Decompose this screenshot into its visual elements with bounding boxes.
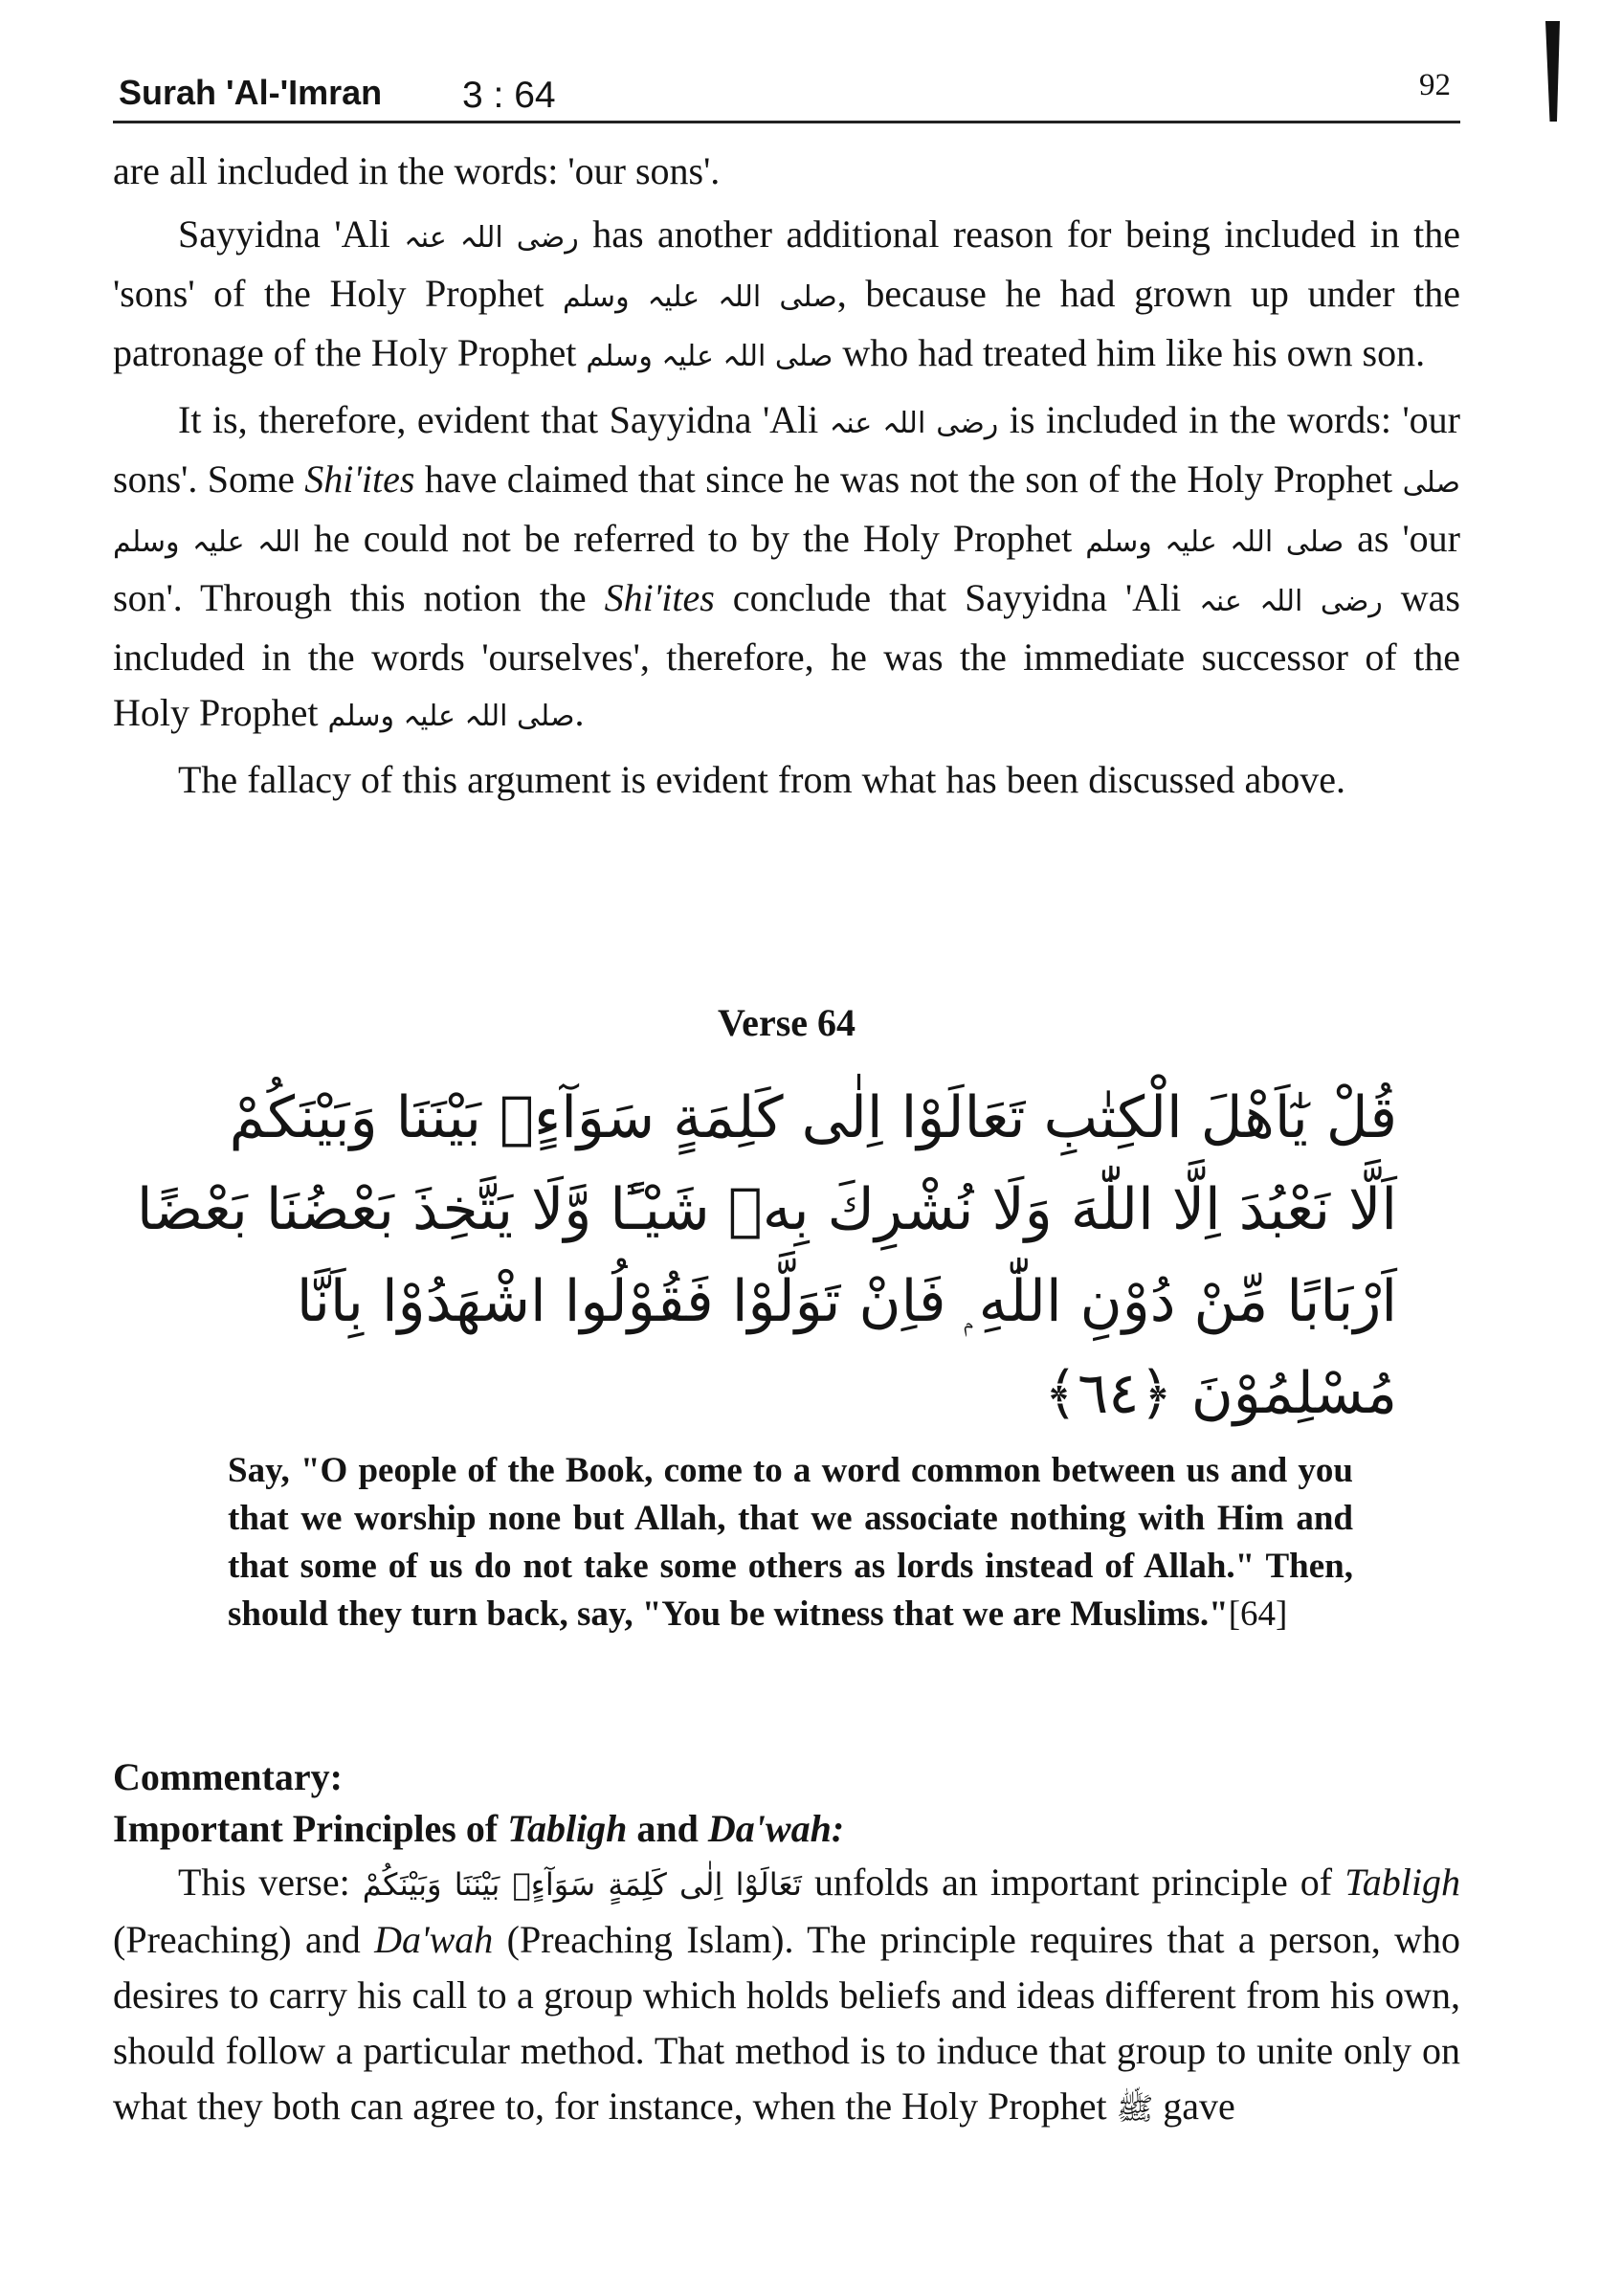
honorific-prophet: صلی اللہ علیہ وسلم [113, 466, 1460, 559]
honorific-prophet: صلی اللہ علیہ وسلم [586, 340, 833, 373]
paragraph-2: Sayyidna 'Ali رضی اللہ عنہ has another additional reason for being included in the 'sons' of the Holy Prophet صلی اللہ علیہ وسلم, because he had grown up under the patronage of the Holy Prophet صلی اللہ علیہ وسلم who had treated him like his own son. [113, 212, 1461, 374]
verse-number: [64] [1228, 1594, 1288, 1634]
arabic-verse-line: مُسْلِمُوْنَ ﴿٦٤﴾ [1043, 1360, 1397, 1427]
page-number: 92 [1419, 68, 1451, 102]
commentary-section [113, 1751, 1460, 2136]
inline-arabic-quote: تَعَالَوْا اِلٰى كَلِمَةٍ سَوَآءٍۢ بَيْنَنَا وَبَيْنَكُمْ [362, 1866, 802, 1903]
surah-title: Surah 'Al-'Imran [119, 73, 383, 112]
honorific-prophet: صلی اللہ علیہ وسلم [327, 700, 575, 733]
honorific-ali: رضی اللہ عنہ [404, 221, 579, 255]
body-text [113, 144, 1460, 815]
arabic-verse-line: قُلْ يٰٓاَهْلَ الْكِتٰبِ تَعَالَوْا اِلٰى كَلِمَةٍ سَوَآءٍۢ بَيْنَنَا وَبَيْنَكُمْ [229, 1084, 1397, 1151]
paragraph-3: It is, therefore, evident that Sayyidna 'Ali رضی اللہ عنہ is included in the words: 'our sons'. Some Shi'ites have claimed that since he was not the son of the Holy Prophet صلی اللہ علیہ وسلم he could not be referred to by the Holy Prophet صلی اللہ علیہ وسلم as 'our son'. Through this notion the Shi'ites conclude that Sayyidna 'Ali رضی اللہ عنہ was included in the words 'ourselves', therefore, he was the immediate successor of the Holy Prophet صلی اللہ علیہ وسلم. [113, 398, 1461, 734]
term-dawah: Da'wah [374, 1918, 494, 1961]
page-edge-mark [1545, 21, 1560, 122]
verse-translation: Say, "O people of the Book, come to a word common between us and you that we worship none but Allah, that we associate nothing with Him and that some of us do not take some others as lords instead of Allah." Then, should they turn back, say, "You be witness that we are Muslims."[64] [228, 1451, 1353, 1634]
arabic-verse [136, 1072, 1397, 1439]
arabic-verse-line: اَلَّا نَعْبُدَ اِلَّا اللّٰهَ وَلَا نُشْرِكَ بِهٖ شَيْـًٔا وَّلَا يَتَّخِذَ بَعْضُنَا بَعْضًا [136, 1176, 1397, 1243]
term-shiites: Shi'ites [304, 457, 415, 501]
term-shiites: Shi'ites [604, 576, 715, 619]
running-header [113, 57, 1460, 123]
arabic-verse-line: اَرْبَابًا مِّنْ دُوْنِ اللّٰهِ ۭ فَاِنْ تَوَلَّوْا فَقُوْلُوا اشْهَدُوْا بِاَنَّا [296, 1268, 1397, 1335]
commentary-heading: Commentary: [113, 1755, 343, 1798]
honorific-ali: رضی اللہ عنہ [1199, 585, 1383, 618]
honorific-prophet: صلی اللہ علیہ وسلم [1085, 525, 1344, 559]
term-tabligh: Tabligh [1344, 1861, 1461, 1904]
honorific-prophet: صلی اللہ علیہ وسلم [563, 280, 837, 314]
paragraph-4: The fallacy of this argument is evident from what has been discussed above. [178, 758, 1346, 801]
commentary-paragraph: This verse: تَعَالَوْا اِلٰى كَلِمَةٍ سَوَآءٍۢ بَيْنَنَا وَبَيْنَكُمْ unfolds an important principle of Tabligh (Preaching) and Da'wah (Preaching Islam). The principle requires that a person, who desires to carry his call to a group which holds beliefs and ideas different from his own, should follow a particular method. That method is to induce that group to unite only on what they both can agree to, for instance, when the Holy Prophet ﷺ gave [113, 1861, 1461, 2128]
honorific-ali: رضی اللہ عنہ [829, 407, 999, 440]
verse-heading: Verse 64 [717, 1001, 856, 1044]
paragraph-1: are all included in the words: 'our sons'. [113, 149, 721, 192]
verse-reference: 3 : 64 [462, 75, 556, 116]
salawat-symbol: ﷺ [1116, 2090, 1154, 2127]
commentary-subheading: Important Principles of Tabligh and Da'wah: [113, 1807, 845, 1850]
